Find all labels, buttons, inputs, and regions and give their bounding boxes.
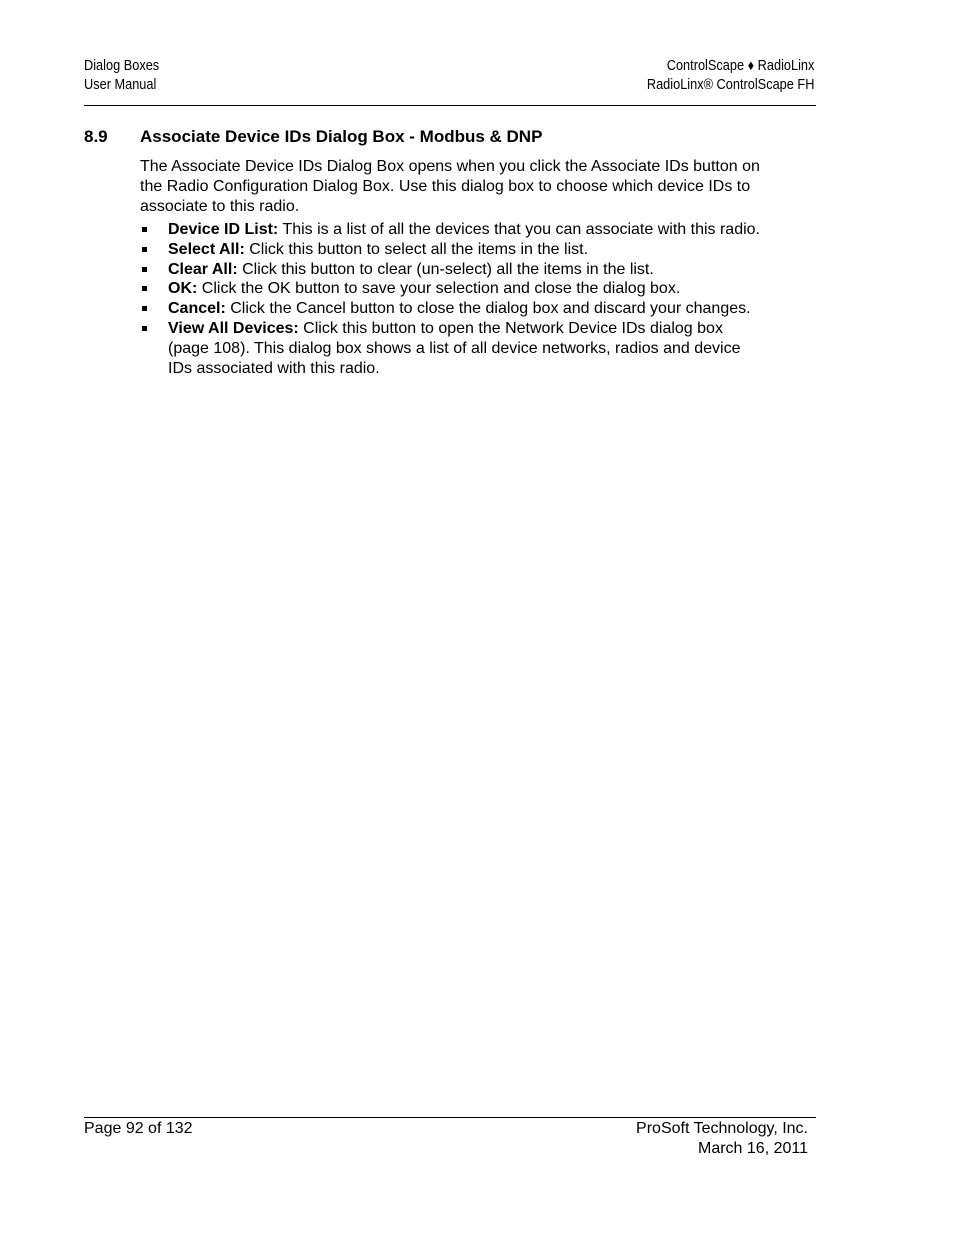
footer-page-number: Page 92 of 132 bbox=[84, 1120, 193, 1137]
intro-paragraph: The Associate Device IDs Dialog Box opens when you click the Associate IDs button on the Radio Configuration Dialog Box. Use this dialog box to choose which device IDs to associate to this radio. bbox=[140, 158, 760, 215]
list-item-text: Click this button to open the Network Device IDs dialog box (page 108). This dialog box shows a list of all device networks, radios and device IDs associated with this radio. bbox=[168, 319, 741, 377]
bullet-square-icon bbox=[142, 306, 147, 311]
list-item-text: Click this button to clear (un-select) all the items in the list. bbox=[237, 260, 654, 278]
list-item-text: Click this button to select all the items in the list. bbox=[244, 240, 589, 258]
list-item-text: Click the Cancel button to close the dialog box and discard your changes. bbox=[225, 300, 751, 318]
header-product-line: ControlScape ♦ RadioLinx bbox=[666, 58, 814, 74]
header-left bbox=[84, 57, 159, 95]
footer-date: March 16, 2011 bbox=[698, 1139, 808, 1157]
header-chapter: Dialog Boxes bbox=[84, 58, 160, 74]
bullet-square-icon bbox=[142, 267, 147, 272]
list-item bbox=[140, 279, 765, 299]
footer-divider bbox=[84, 1117, 816, 1118]
list-item bbox=[140, 260, 765, 280]
header-manual-type: User Manual bbox=[84, 77, 157, 93]
list-item bbox=[140, 319, 765, 378]
list-item-term: Select All: bbox=[168, 240, 245, 258]
list-item-term: Device ID List: bbox=[168, 221, 279, 238]
list-item bbox=[140, 220, 765, 240]
section-title: Associate Device IDs Dialog Box - Modbus & DNP bbox=[140, 127, 543, 146]
footer-company: ProSoft Technology, Inc. bbox=[636, 1120, 808, 1137]
bullet-square-icon bbox=[142, 326, 147, 331]
list-item-term: Clear All: bbox=[168, 260, 238, 278]
list-item-term: OK: bbox=[168, 280, 198, 298]
header-divider bbox=[84, 105, 816, 106]
list-item bbox=[140, 299, 765, 319]
section-heading bbox=[84, 126, 542, 148]
bullet-square-icon bbox=[142, 247, 147, 252]
list-item-term: View All Devices: bbox=[168, 319, 299, 337]
bullet-list bbox=[140, 220, 765, 378]
bullet-square-icon bbox=[142, 227, 147, 232]
list-item bbox=[140, 240, 765, 260]
header-product-name: RadioLinx® ControlScape FH bbox=[646, 77, 814, 93]
bullet-square-icon bbox=[142, 286, 147, 291]
list-item-text: This is a list of all the devices that you can associate with this radio. bbox=[278, 221, 760, 238]
footer-right bbox=[636, 1119, 808, 1158]
list-item-term: Cancel: bbox=[168, 300, 226, 318]
section-number: 8.9 bbox=[84, 127, 108, 146]
list-item-text: Click the OK button to save your selection and close the dialog box. bbox=[197, 280, 681, 298]
header-right bbox=[646, 57, 814, 95]
